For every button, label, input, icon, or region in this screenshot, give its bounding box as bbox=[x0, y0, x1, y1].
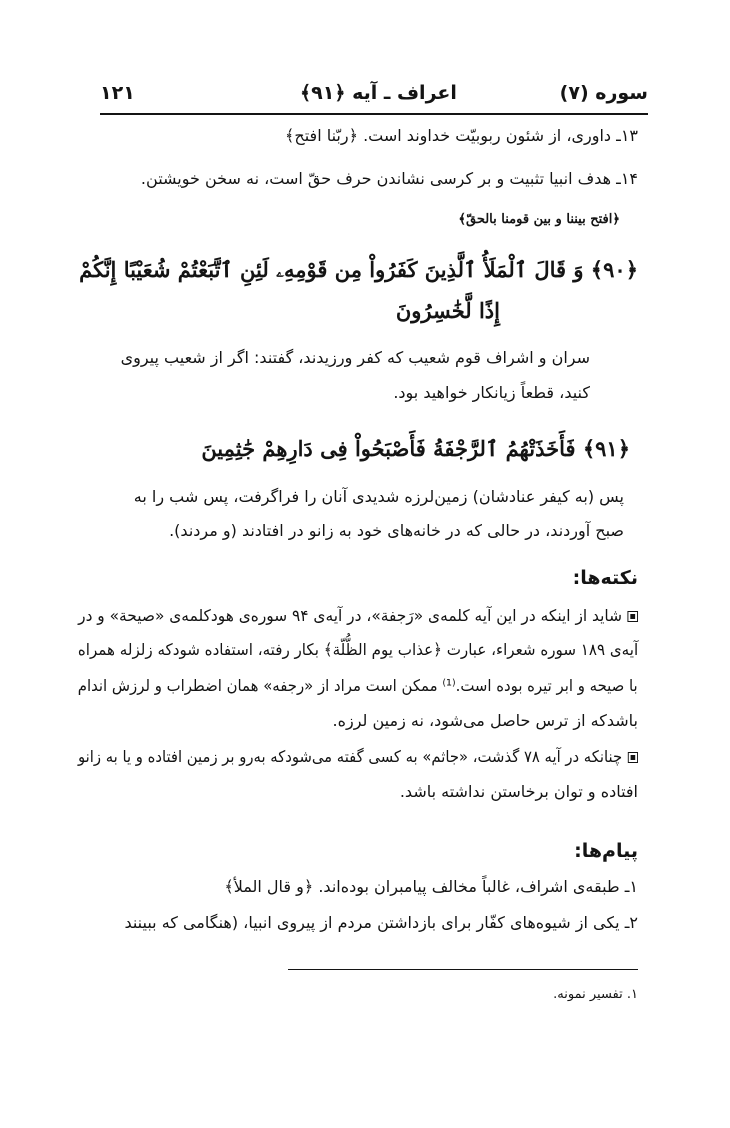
point-14-quote: ﴿افتح بیننا و بین قومنا بالحقّ﴾ bbox=[458, 212, 620, 227]
verse-91-translation-line2: صبح آوردند، در حالی که در خانه‌های خود به زانو در افتادند (و مردند). bbox=[169, 521, 624, 540]
point-14: ۱۴ـ هدف انبیا تثبیت و بر کرسی نشاندن حرف حقّ است، نه سخن خویشتن. bbox=[140, 169, 638, 188]
verse-90-translation-line2: کنید، قطعاً زیانکار خواهید بود. bbox=[393, 383, 590, 402]
note-2-line1: چنانکه در آیه ۷۸ گذشت، «جاثم» به کسی گفته می‌شودکه به‌رو بر زمین افتاده و یا به زانو bbox=[78, 745, 638, 769]
verse-91: ﴿۹۱﴾ فَأَخَذَتْهُمُ ٱلرَّجْفَةُ فَأَصْبَحُواْ فِى دَارِهِمْ جَٰثِمِينَ bbox=[201, 436, 630, 461]
note-1-line3: با صیحه و ابر تیره بوده است.⁽¹⁾ ممکن است مراد از «رجفه» همان اضطراب و لرزش اندام bbox=[78, 676, 638, 695]
verse-91-translation-line1: پس (به کیفر عنادشان) زمین‌لرزه شدیدی آنان را فراگرفت، پس شب را به bbox=[133, 487, 624, 506]
footnote-rule bbox=[288, 969, 638, 970]
page-number: ۱۲۱ bbox=[100, 82, 135, 104]
messages-heading: پیام‌ها: bbox=[574, 840, 638, 862]
note-1-line1: شاید از اینکه در این آیه کلمه‌ی «رَجفة»، در آیه‌ی ۹۴ سوره‌ی هودکلمه‌ی «صیحة» و در bbox=[78, 604, 638, 628]
note-1-line4: باشدکه از ترس حاصل می‌شود، نه زمین لرزه. bbox=[332, 711, 638, 730]
note-1-line2: آیه‌ی ۱۸۹ سوره شعراء، عبارت ﴿عذاب یوم الظُّلّة﴾ بکار رفته، استفاده شودکه زلزله همراه bbox=[77, 640, 638, 659]
page-header bbox=[100, 82, 648, 112]
notes-heading: نکته‌ها: bbox=[572, 567, 638, 589]
verse-90-translation-line1: سران و اشراف قوم شعیب که کفر ورزیدند، گفتند: اگر از شعیب پیروی bbox=[120, 348, 590, 367]
square-bullet-icon bbox=[627, 611, 638, 622]
note-2-line2: افتاده و توان برخاستن نداشته باشد. bbox=[399, 782, 638, 801]
footnote: ۱. تفسیر نمونه. bbox=[553, 987, 638, 1002]
square-bullet-icon bbox=[628, 752, 638, 763]
message-2: ۲ـ یکی از شیوه‌های کفّار برای بازداشتن مردم از پیروی انبیا، (هنگامی که ببینند bbox=[124, 913, 638, 932]
header-rule bbox=[100, 113, 648, 115]
surah-label: سوره (۷) bbox=[559, 82, 648, 104]
verse-90-line2: إِذًا لَّخَٰسِرُونَ bbox=[395, 298, 500, 323]
point-13: ۱۳ـ داوری، از شئون ربوبیّت خداوند است. ﴿ربّنا افتح﴾ bbox=[285, 126, 638, 145]
verse-90-line1: ﴿۹۰﴾ وَ قَالَ ٱلْمَلَأُ ٱلَّذِينَ كَفَرُواْ مِن قَوْمِهِۦ لَئِنِ ٱتَّبَعْتُمْ شُعَيْبًا إِنَّكُمْ bbox=[79, 257, 638, 282]
header-title: اعراف ـ آیه ﴿۹۱﴾ bbox=[300, 82, 457, 104]
message-1: ۱ـ طبقه‌ی اشراف، غالباً مخالف پیامبران بوده‌اند. ﴿و قال الملأ﴾ bbox=[224, 877, 638, 896]
